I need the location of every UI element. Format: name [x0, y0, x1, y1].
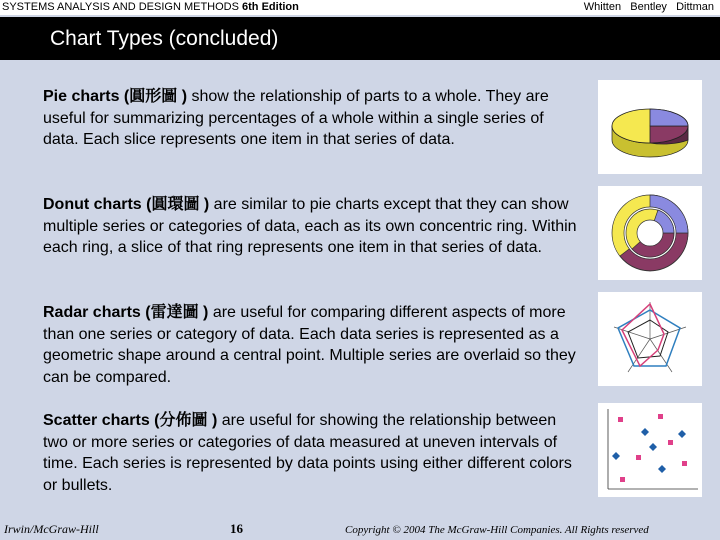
copyright-label: Copyright © 2004 The McGraw-Hill Companies. All Rights reserved — [345, 524, 649, 536]
scatter-chart-icon — [598, 403, 702, 497]
section-body: are useful for comparing different aspects of more than one series or category of data. Each data series is represented as a geometric shape around a central point. Multiple series are overlaid so they can be compared. — [43, 304, 576, 386]
authors-label: Whitten Bentley Dittman — [583, 1, 714, 13]
scatter-charts-paragraph — [43, 410, 583, 496]
section-lead: Radar charts (雷達圖 ) — [43, 304, 209, 321]
pie-chart-icon — [598, 80, 702, 174]
edition-label: 6th Edition — [242, 1, 299, 13]
slide-title: Chart Types (concluded) — [50, 27, 279, 50]
pie-charts-paragraph — [43, 86, 583, 151]
title-bar — [0, 17, 720, 60]
publisher-label: Irwin/McGraw-Hill — [4, 522, 99, 536]
section-lead: Pie charts (圓形圖 ) — [43, 88, 188, 105]
section-body: are useful for showing the relationship between two or more series or categories of data measured at uneven intervals of time. Each series is represented by data points using either different colors or bullets. — [43, 412, 572, 494]
header-bar — [0, 0, 720, 15]
book-title: SYSTEMS ANALYSIS AND DESIGN METHODS 6th Edition — [2, 1, 299, 13]
radar-chart-icon — [598, 292, 702, 386]
section-lead: Donut charts (圓環圖 ) — [43, 196, 210, 213]
section-body: show the relationship of parts to a whole. They are useful for summarizing percentages of a whole within a single series of data. Each slice represents one item in that series of data. — [43, 88, 549, 148]
section-lead: Scatter charts (分佈圖 ) — [43, 412, 218, 429]
donut-charts-paragraph — [43, 194, 583, 259]
section-body: are similar to pie charts except that they can show multiple series or categories of data, each as its own concentric ring. Within each ring, a slice of that ring represents one item in that series of data. — [43, 196, 577, 256]
page-number: 16 — [230, 521, 243, 536]
donut-chart-icon — [598, 186, 702, 280]
radar-charts-paragraph — [43, 302, 583, 388]
